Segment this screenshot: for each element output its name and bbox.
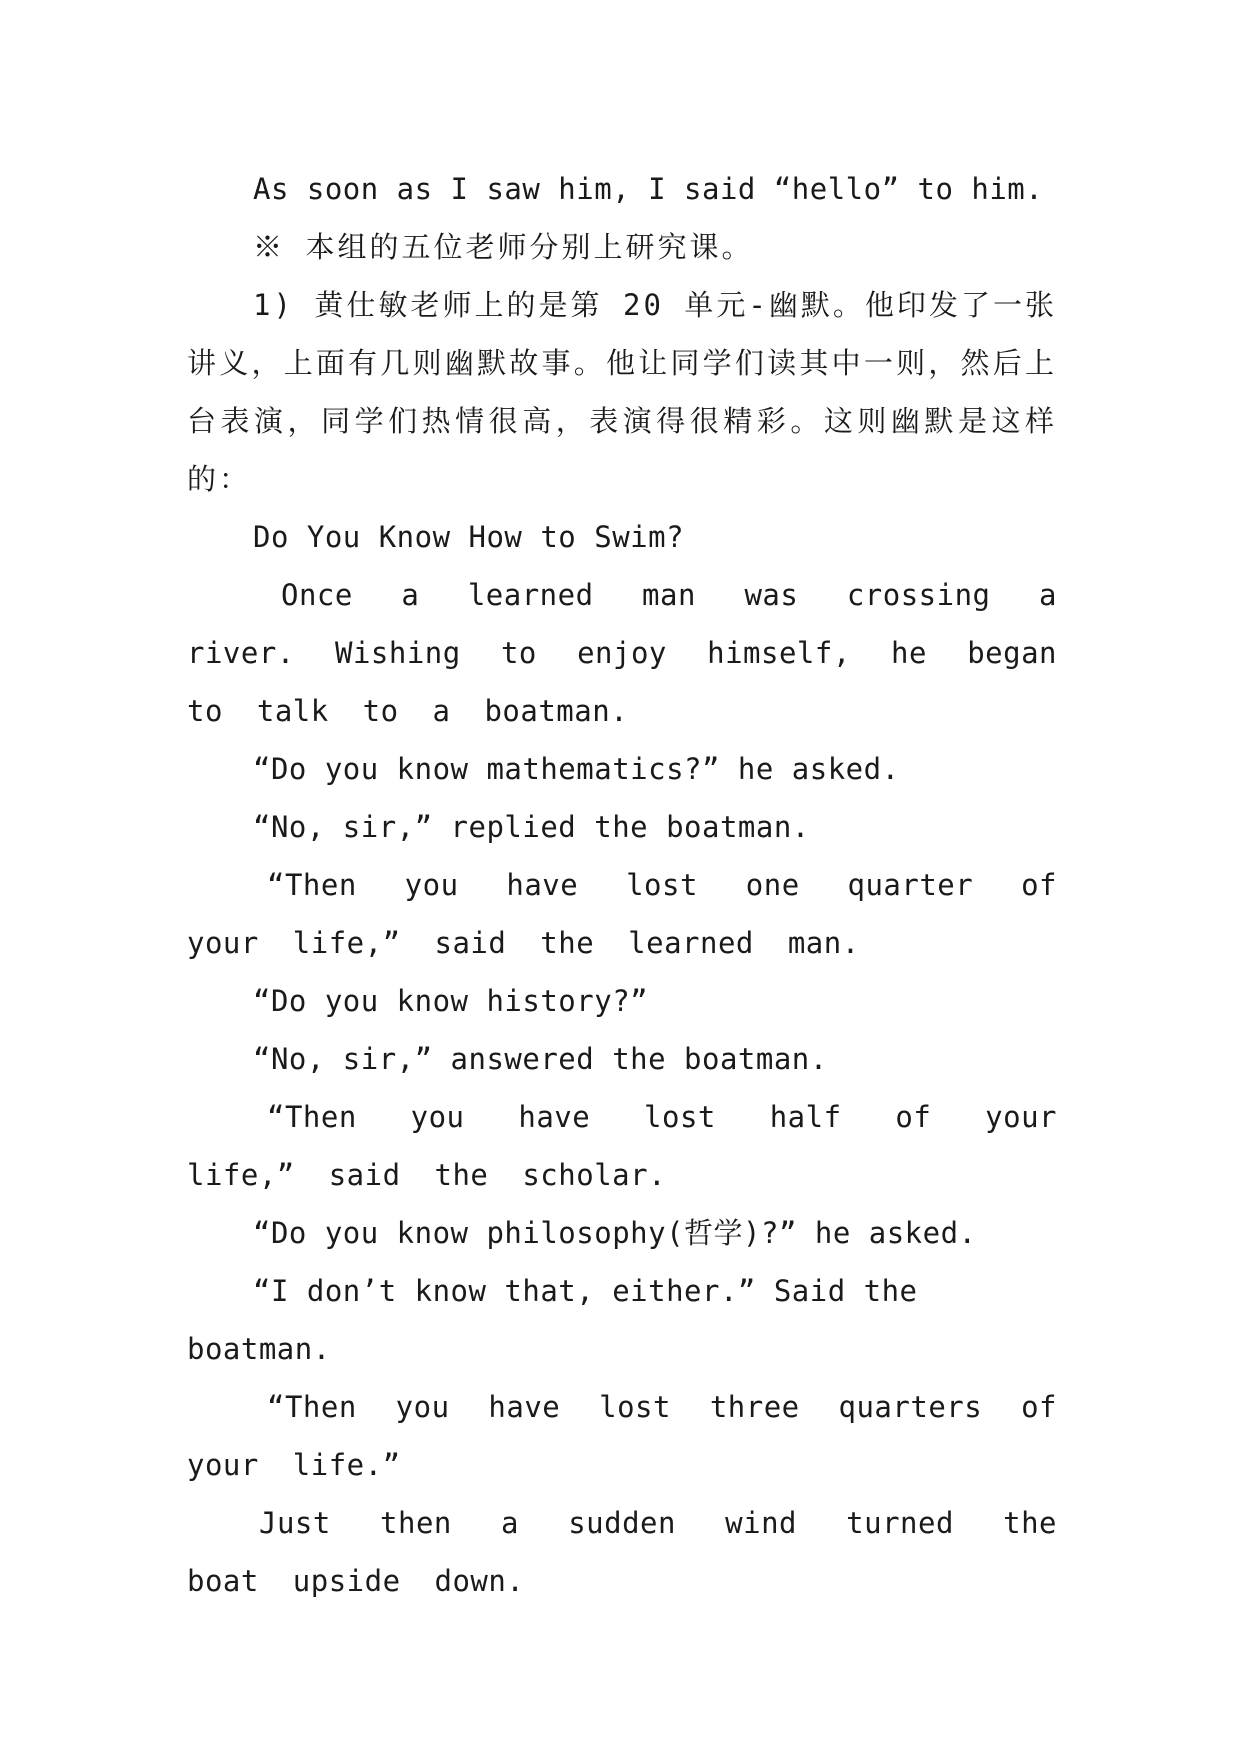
paragraph-story-intro: Once a learned man was crossing a river. Wishing to enjoy himself, he began to talk to a boatman. <box>187 578 1057 728</box>
paragraph-note: ※ 本组的五位老师分别上研究课。 <box>253 230 754 264</box>
document-body <box>187 160 1057 1610</box>
dialogue-line: “Do you know history?” <box>253 984 649 1018</box>
paragraph-greeting: As soon as I saw him, I said “hello” to him. <box>253 172 1044 206</box>
dialogue-line: “Then you have lost one quarter of your life,” said the learned man. <box>187 868 1057 960</box>
dialogue-line: “Do you know philosophy(哲学)?” he asked. <box>253 1216 977 1250</box>
dialogue-line: “Then you have lost half of your life,” said the scholar. <box>187 1100 1057 1192</box>
paragraph-story-ending: Just then a sudden wind turned the boat upside down. <box>187 1506 1057 1598</box>
story-title: Do You Know How to Swim? <box>253 520 685 554</box>
dialogue-line: “No, sir,” answered the boatman. <box>253 1042 828 1076</box>
paragraph-lesson-description: 1) 黄仕敏老师上的是第 20 单元-幽默。他印发了一张讲义，上面有几则幽默故事。他让同学们读其中一则，然后上台表演，同学们热情很高，表演得很精彩。这则幽默是这样的： <box>187 288 1057 496</box>
dialogue-line: “Then you have lost three quarters of your life.” <box>187 1390 1057 1482</box>
dialogue-line: “Do you know mathematics?” he asked. <box>253 752 900 786</box>
dialogue-line: “I don’t know that, either.” Said the boatman. <box>187 1274 918 1366</box>
dialogue-line: “No, sir,” replied the boatman. <box>253 810 810 844</box>
